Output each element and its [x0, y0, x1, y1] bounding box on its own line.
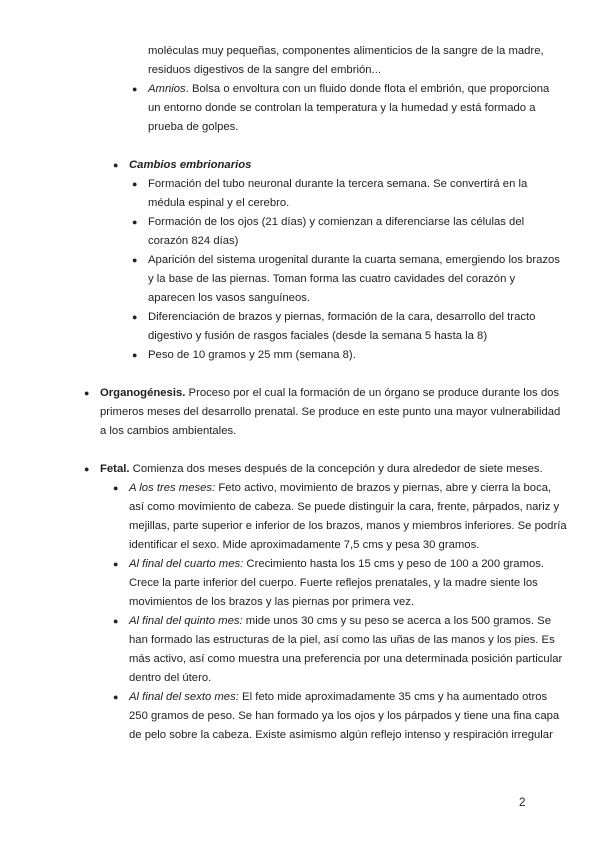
amnios-text: . Bolsa o envoltura con un fluido donde flota el embrión, que proporciona: [185, 83, 550, 95]
bullet-icon: ●: [113, 483, 119, 493]
intro-text-line: moléculas muy pequeñas, componentes alimenticios de la sangre de la madre,: [148, 45, 544, 57]
bullet-icon: ●: [132, 350, 138, 360]
fetal-text-line: identificar el sexo. Mide aproximadamente 7,5 cms y pesa 30 gramos.: [129, 539, 480, 551]
organogenesis-text-line: primeros meses del desarrollo prenatal. Se produce en este punto una mayor vulnerabilidad: [100, 406, 561, 418]
bullet-icon: ●: [132, 217, 138, 227]
bullet-icon: ●: [113, 559, 119, 569]
cambios-item-text: médula espinal y el cerebro.: [148, 197, 290, 209]
cambios-item-text: aparecen los vasos sanguíneos.: [148, 292, 311, 304]
amnios-text-line: prueba de golpes.: [148, 121, 239, 133]
organogenesis-item: Organogénesis. Proceso por el cual la formación de un órgano se produce durante los dos: [100, 387, 560, 399]
page-number: 2: [519, 797, 526, 809]
fetal-item: Fetal. Comienza dos meses después de la concepción y dura alrededor de siete meses.: [100, 463, 543, 475]
fetal-term: Fetal.: [100, 463, 130, 475]
fetal-text-line: mejillas, parte superior e inferior de los brazos, manos y miembros inferiores. Se podría: [129, 520, 567, 532]
fetal-text-line: Crece la parte inferior del cuerpo. Fuerte reflejos prenatales, y la madre siente los: [129, 577, 538, 589]
intro-text-line: residuos digestivos de la sangre del embrión...: [148, 64, 381, 76]
fetal-month4-item: Al final del cuarto mes: Crecimiento hasta los 15 cms y peso de 100 a 200 gramos.: [129, 558, 545, 570]
bullet-icon: ●: [113, 692, 119, 702]
fetal-text-line: más activo, así como muestra una preferencia por una determinada posición particular: [129, 653, 563, 665]
bullet-icon: ●: [113, 616, 119, 626]
amnios-text-line: un entorno donde se controlan la temperatura y la humedad y está formado a: [148, 102, 536, 114]
fetal-text-line: de pelo sobre la cabeza. Existe asimismo algún reflejo intenso y respiración irregular: [129, 729, 553, 741]
fetal-text-line: dentro del útero.: [129, 672, 212, 684]
cambios-item-text: digestivo y fusión de rasgos faciales (desde la semana 5 hasta la 8): [148, 330, 488, 342]
organogenesis-term: Organogénesis.: [100, 387, 186, 399]
amnios-term: Amnios: [148, 83, 186, 95]
bullet-icon: ●: [84, 388, 90, 398]
bullet-icon: ●: [84, 464, 90, 474]
bullet-icon: ●: [132, 84, 138, 94]
cambios-item-text: Formación del tubo neuronal durante la tercera semana. Se convertirá en la: [148, 178, 528, 190]
fetal-text-line: han formado las estructuras de la piel, así como las uñas de las manos y los pies. Es: [129, 634, 555, 646]
organogenesis-text-line: a los cambios ambientales.: [100, 425, 237, 437]
bullet-icon: ●: [132, 312, 138, 322]
fetal-text-line: así como movimiento de cabeza. Se puede distinguir la cara, frente, párpados, nariz y: [129, 501, 560, 513]
fetal-month6-item: Al final del sexto mes: El feto mide aproximadamente 35 cms y ha aumentado otros: [129, 691, 548, 703]
fetal-month5-item: Al final del quinto mes: mide unos 30 cms y su peso se acerca a los 500 gramos. Se: [129, 615, 551, 627]
cambios-item-text: Aparición del sistema urogenital durante la cuarta semana, emergiendo los brazos: [148, 254, 560, 266]
cambios-item-text: y la base de las piernas. Toman forma las cuatro cavidades del corazón y: [148, 273, 516, 285]
cambios-item-text: Diferenciación de brazos y piernas, formación de la cara, desarrollo del tracto: [148, 311, 536, 323]
cambios-item-text: Formación de los ojos (21 días) y comienzan a diferenciarse las células del: [148, 216, 525, 228]
cambios-item-text: Peso de 10 gramos y 25 mm (semana 8).: [148, 349, 356, 361]
fetal-month3-item: A los tres meses: Feto activo, movimiento de brazos y piernas, abre y cierra la boca,: [129, 482, 552, 494]
bullet-icon: ●: [132, 255, 138, 265]
cambios-item-text: corazón 824 días): [148, 235, 239, 247]
fetal-text-line: movimientos de los brazos y las piernas por primera vez.: [129, 596, 415, 608]
bullet-icon: ●: [113, 160, 119, 170]
cambios-heading: Cambios embrionarios: [129, 159, 252, 171]
amnios-item: [148, 82, 549, 96]
bullet-icon: ●: [132, 179, 138, 189]
fetal-text-line: 250 gramos de peso. Se han formado ya los ojos y los párpados y tiene una fina capa: [129, 710, 560, 722]
